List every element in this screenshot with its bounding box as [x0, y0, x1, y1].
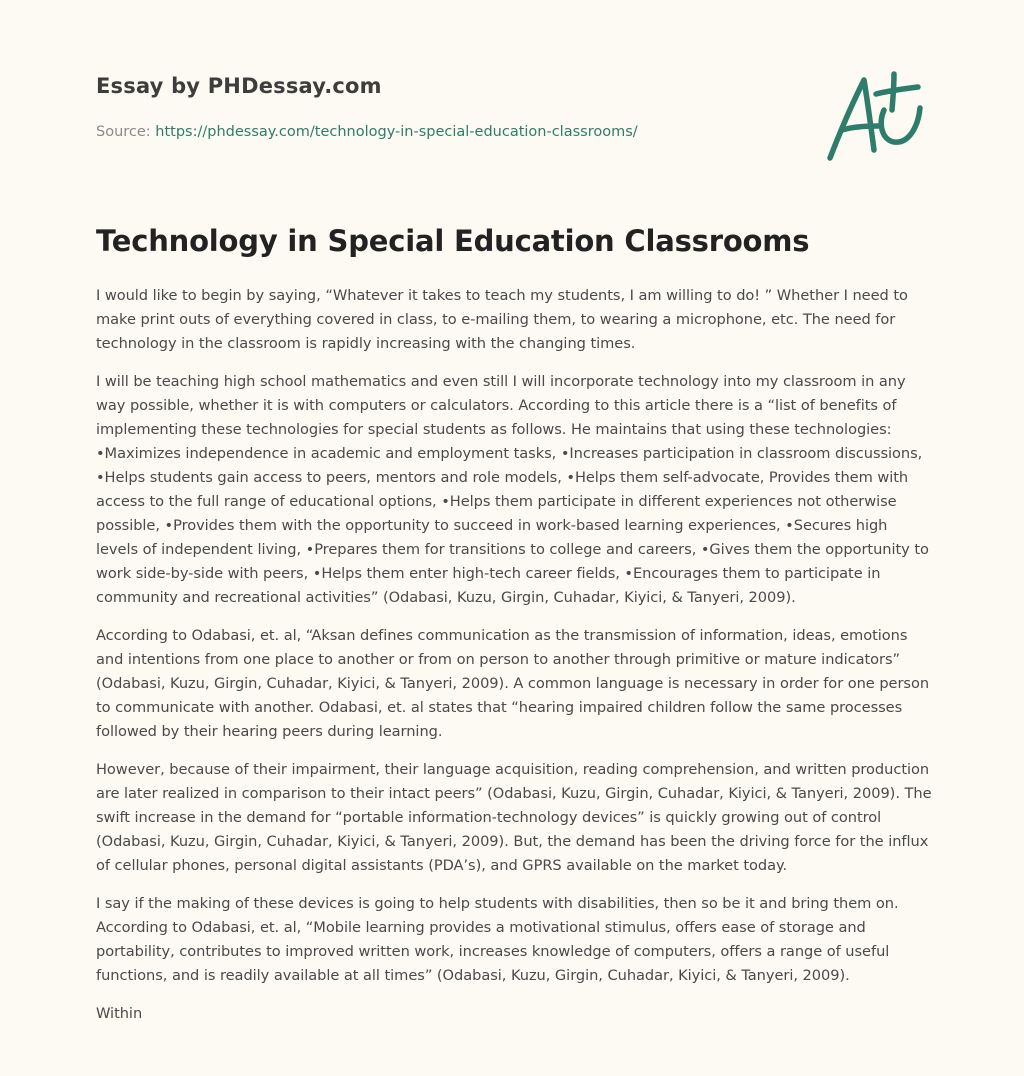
- source-link[interactable]: https://phdessay.com/technology-in-special-education-classrooms/: [155, 124, 638, 140]
- article-body: [96, 284, 932, 1040]
- paragraph: Within: [96, 1005, 143, 1022]
- paragraph: I will be teaching high school mathematics and even still I will incorporate technology into my classroom in any way possible, whether it is with computers or calculators. According to this article there is a “list of benefits of implementing these technologies for special students as follows. He maintains that using these technologies: •Maximizes independence in academic and employment tasks, •Increases participation in classroom discussions, •Helps students gain access to peers, mentors and role models, •Helps them self-advocate, Provides them with access to the full range of educational options, •Helps them participate in different experiences not otherwise possible, •Provides them with the opportunity to succeed in work-based learning experiences, •Secures high levels of independent living, •Prepares them for transitions to college and careers, •Gives them the opportunity to work side-by-side with peers, •Helps them enter high-tech career fields, •Encourages them to participate in community and recreational activities” (Odabasi, Kuzu, Girgin, Cuhadar, Kiyici, & Tanyeri, 2009).: [96, 373, 929, 606]
- paragraph: I say if the making of these devices is going to help students with disabilities, then so be it and bring them on. According to Odabasi, et. al, “Mobile learning provides a motivational stimulus, offers ease of storage and portability, contributes to improved written work, increases knowledge of computers, offers a range of useful functions, and is readily available at all times” (Odabasi, Kuzu, Girgin, Cuhadar, Kiyici, & Tanyeri, 2009).: [96, 895, 899, 984]
- source-line: [96, 124, 638, 140]
- paragraph: However, because of their impairment, their language acquisition, reading comprehension, and written production are later realized in comparison to their intact peers” (Odabasi, Kuzu, Girgin, Cuhadar, Kiyici, & Tanyeri, 2009). The swift increase in the demand for “portable information-technology devices” is quickly growing out of control (Odabasi, Kuzu, Girgin, Cuhadar, Kiyici, & Tanyeri, 2009). But, the demand has been the driving force for the influx of cellular phones, personal digital assistants (PDA’s), and GPRS available on the market today.: [96, 761, 932, 874]
- paragraph: I would like to begin by saying, “Whatever it takes to teach my students, I am willing to do! ” Whether I need to make print outs of everything covered in class, to e-mailing them, to wearing a microphone, etc. The need for technology in the classroom is rapidly increasing with the changing times.: [96, 287, 908, 352]
- a-plus-grade-icon: [818, 66, 930, 166]
- article-title: Technology in Special Education Classrooms: [96, 224, 810, 258]
- paragraph: According to Odabasi, et. al, “Aksan defines communication as the transmission of information, ideas, emotions and intentions from one place to another or from on person to another through primitive or mature indicators” (Odabasi, Kuzu, Girgin, Cuhadar, Kiyici, & Tanyeri, 2009). A common language is necessary in order for one person to communicate with another. Odabasi, et. al states that “hearing impaired children follow the same processes followed by their hearing peers during learning.: [96, 627, 930, 740]
- source-label: Source:: [96, 124, 156, 140]
- site-brand: Essay by PHDessay.com: [96, 74, 382, 98]
